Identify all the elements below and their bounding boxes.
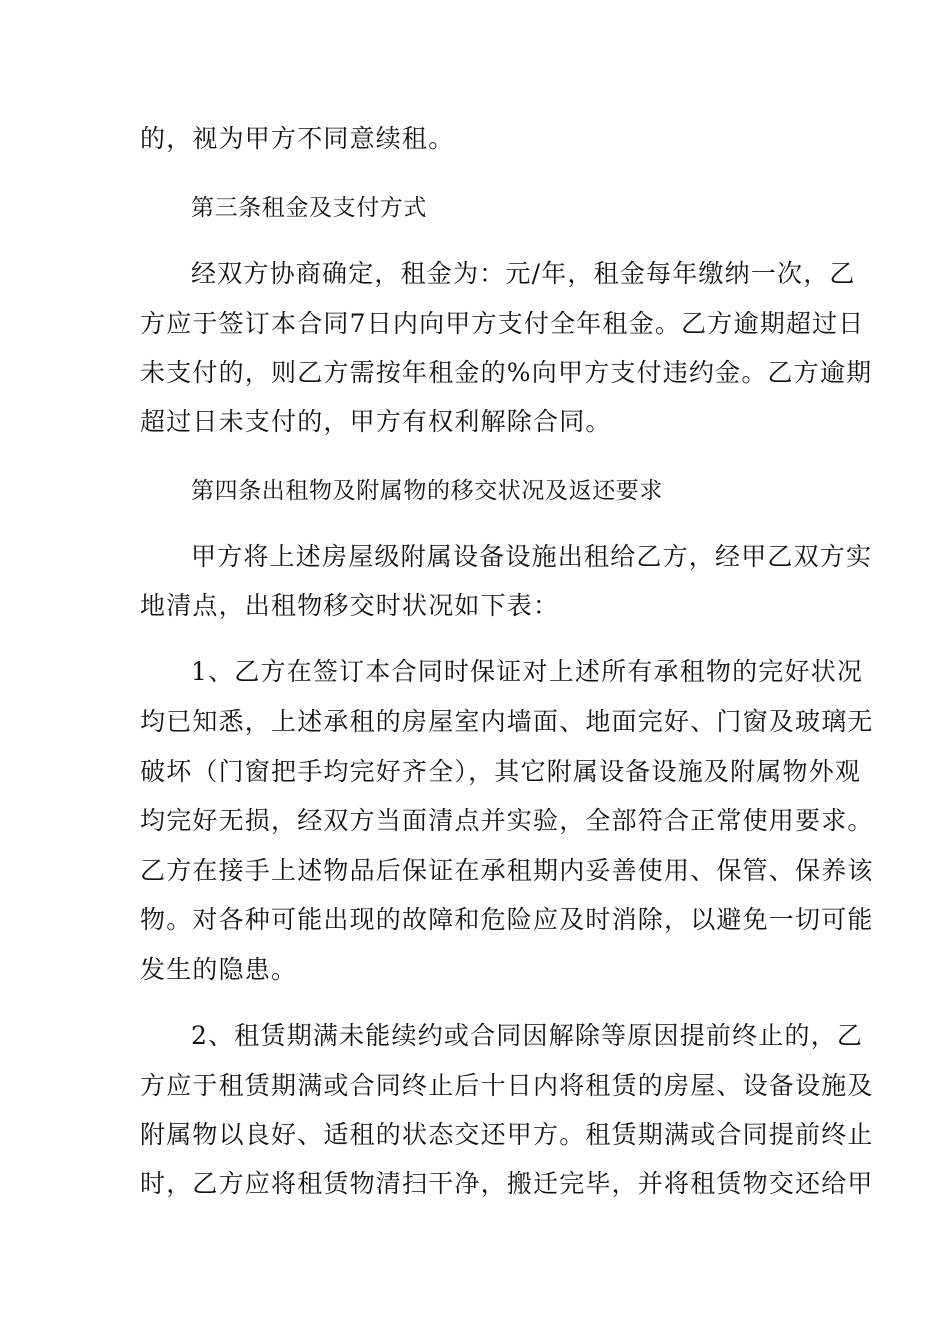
paragraph-line: 乙方在接手上述物品后保证在承租期内妥善使用、保管、保养该: [140, 856, 874, 885]
paragraph-line: 破坏（门窗把手均完好齐全），其它附属设备设施及附属物外观: [140, 757, 862, 786]
paragraph-line: 地清点，出租物移交时状况如下表：: [140, 591, 560, 620]
paragraph-line: 均已知悉，上述承租的房屋室内墙面、地面完好、门窗及玻璃无: [140, 707, 874, 736]
section-heading-handover: 第四条出租物及附属物的移交状况及返还要求: [191, 478, 663, 504]
paragraph-line: 2、租赁期满未能续约或合同因解除等原因提前终止的，乙: [191, 1021, 864, 1050]
paragraph-line: 发生的隐患。: [140, 955, 298, 984]
paragraph-line: 超过日未支付的，甲方有权利解除合同。: [140, 407, 612, 436]
paragraph-line: 未支付的，则乙方需按年租金的%向甲方支付违约金。乙方逾期: [140, 358, 873, 387]
section-heading-rent: 第三条租金及支付方式: [191, 195, 427, 221]
paragraph-line: 物。对各种可能出现的故障和危险应及时消除，以避免一切可能: [140, 905, 874, 934]
paragraph-line: 时，乙方应将租赁物清扫干净，搬迁完毕，并将租赁物交还给甲: [140, 1169, 874, 1198]
paragraph-line: 1、乙方在签订本合同时保证对上述所有承租物的完好状况: [191, 657, 864, 686]
paragraph-line: 方应于签订本合同7日内向甲方支付全年租金。乙方逾期超过日: [140, 309, 865, 338]
paragraph-line: 甲方将上述房屋级附属设备设施出租给乙方，经甲乙双方实: [191, 542, 873, 571]
paragraph-line: 的，视为甲方不同意续租。: [140, 124, 455, 153]
paragraph-line: 方应于租赁期满或合同终止后十日内将租赁的房屋、设备设施及: [140, 1071, 874, 1100]
paragraph-line: 附属物以良好、适租的状态交还甲方。租赁期满或合同提前终止: [140, 1120, 874, 1149]
paragraph-line: 经双方协商确定，租金为：元/年，租金每年缴纳一次，乙: [191, 259, 856, 288]
paragraph-line: 均完好无损，经双方当面清点并实验，全部符合正常使用要求。: [140, 806, 874, 835]
